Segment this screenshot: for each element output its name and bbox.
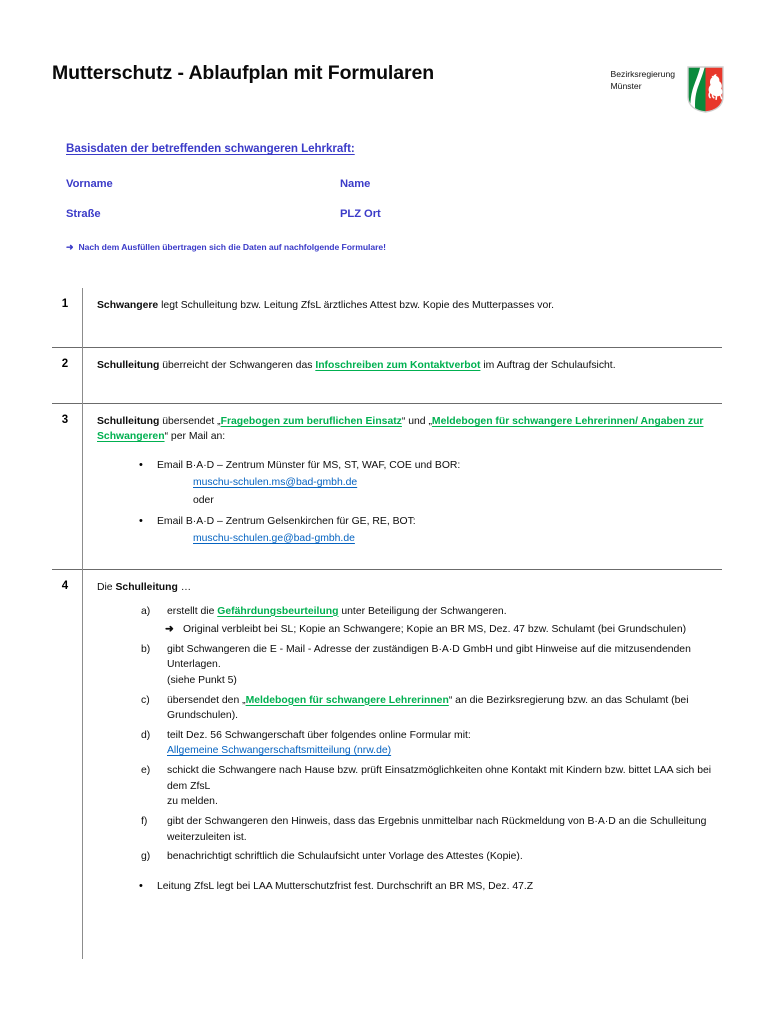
step-2-text-before: überreicht der Schwangeren das bbox=[159, 360, 316, 372]
item-g-text: benachrichtigt schriftlich die Schulaufsicht unter Vorlage des Attestes (Kopie). bbox=[167, 850, 523, 862]
step-body-4 bbox=[83, 569, 723, 959]
item-a-text-after: unter Beteiligung der Schwangeren. bbox=[338, 605, 507, 617]
step-3-lead: Schulleitung bbox=[97, 416, 160, 428]
step-3-text-mid: “ und „ bbox=[401, 416, 432, 428]
email-link-wrap-muenster bbox=[157, 474, 718, 492]
list-item bbox=[139, 514, 718, 547]
document-header bbox=[0, 0, 770, 113]
basisdaten-note-text: Nach dem Ausfüllen übertragen sich die Daten auf nachfolgende Formulare! bbox=[78, 242, 386, 252]
step-4-lettered-list bbox=[97, 604, 718, 865]
step-4-intro-after: … bbox=[177, 581, 192, 593]
email-label-muenster: Email B·A·D – Zentrum Münster für MS, ST, WAF, COE und BOR: bbox=[157, 460, 461, 472]
link-meldebogen-schwangere-lehrerinnen[interactable]: Meldebogen für schwangere Lehrerinnen bbox=[245, 694, 449, 706]
link-gefaehrdungsbeurteilung[interactable]: Gefährdungsbeurteilung bbox=[217, 605, 339, 617]
basisdaten-heading: Basisdaten der betreffenden schwangeren Lehrkraft: bbox=[66, 142, 355, 155]
table-row bbox=[52, 348, 722, 404]
brand-line-1: Bezirksregierung bbox=[610, 69, 675, 79]
list-item bbox=[139, 604, 718, 638]
step-4-intro-before: Die bbox=[97, 581, 116, 593]
item-e-text: schickt die Schwangere nach Hause bzw. prüft Einsatzmöglichkeiten ohne Kontakt mit Kindern bzw. bittet LAA sich bei dem ZfsL bbox=[167, 764, 712, 792]
step-body-1 bbox=[83, 288, 723, 348]
table-row bbox=[52, 569, 722, 959]
steps-table bbox=[52, 288, 722, 959]
basisdaten-row bbox=[66, 208, 718, 220]
link-allgemeine-schwangerschaftsmitteilung[interactable]: Allgemeine Schwangerschaftsmitteilung (nrw.de) bbox=[167, 745, 392, 757]
item-f-text: gibt der Schwangeren den Hinweis, dass das Ergebnis unmittelbar nach Rückmeldung von B·A·D an die Schulleitung bbox=[167, 815, 707, 827]
step-2-lead: Schulleitung bbox=[97, 360, 160, 372]
field-label-vorname[interactable]: Vorname bbox=[66, 178, 113, 190]
basisdaten-note bbox=[66, 242, 718, 252]
email-contact-list bbox=[97, 458, 718, 547]
step-number-4: 4 bbox=[52, 569, 83, 959]
item-d-text: teilt Dez. 56 Schwangerschaft über folgendes online Formular mit: bbox=[167, 729, 471, 741]
basisdaten-fields bbox=[66, 178, 718, 220]
list-item bbox=[139, 763, 718, 810]
step-number-1: 1 bbox=[52, 288, 83, 348]
basisdaten-row bbox=[66, 178, 718, 190]
steps-section bbox=[0, 288, 770, 959]
item-b-text: gibt Schwangeren die E - Mail - Adresse der zuständigen B·A·D GmbH und gibt Hinweise auf die mitzusendenden Unterlagen. bbox=[167, 643, 691, 671]
field-label-plz-ort[interactable]: PLZ Ort bbox=[340, 208, 381, 220]
brand-block bbox=[611, 66, 724, 113]
item-b-continuation: (siehe Punkt 5) bbox=[167, 675, 237, 687]
step-number-2: 2 bbox=[52, 348, 83, 404]
list-item bbox=[139, 728, 718, 760]
item-c-text-before: übersendet den „ bbox=[167, 694, 246, 706]
item-f-continuation: weiterzuleiten ist. bbox=[167, 831, 247, 843]
list-item bbox=[139, 879, 718, 895]
table-row bbox=[52, 288, 722, 348]
item-c-text-after: “ an die Bezirksregierung bzw. an das Schulamt (bei Grundschulen). bbox=[167, 694, 689, 722]
email-link-muenster[interactable]: muschu-schulen.ms@bad-gmbh.de bbox=[193, 476, 358, 488]
step-2-text-after: im Auftrag der Schulaufsicht. bbox=[480, 360, 616, 372]
email-label-gelsenkirchen: Email B·A·D – Zentrum Gelsenkirchen für GE, RE, BOT: bbox=[157, 516, 416, 528]
item-a-text-before: erstellt die bbox=[167, 605, 218, 617]
list-item bbox=[139, 458, 718, 509]
basisdaten-section bbox=[0, 139, 770, 252]
email-link-wrap-gelsenkirchen bbox=[157, 530, 718, 548]
item-a-arrow-note: ➜ Original verbleibt bei SL; Kopie an Schwangere; Kopie an BR MS, Dez. 47 bzw. Schulamt (bei Grundschulen) bbox=[167, 622, 718, 638]
step-number-3: 3 bbox=[52, 404, 83, 569]
table-row bbox=[52, 404, 722, 569]
list-item bbox=[139, 693, 718, 725]
nrw-coat-of-arms-icon bbox=[687, 66, 724, 113]
step-4-intro-lead: Schulleitung bbox=[115, 581, 178, 593]
email-or-separator: oder bbox=[193, 494, 214, 506]
step-body-3 bbox=[83, 404, 723, 569]
brand-line-2: Münster bbox=[610, 81, 642, 92]
email-link-gelsenkirchen[interactable]: muschu-schulen.ge@bad-gmbh.de bbox=[193, 532, 355, 544]
list-item bbox=[139, 814, 718, 846]
step-1-lead: Schwangere bbox=[97, 300, 159, 311]
page-title: Mutterschutz - Ablaufplan mit Formularen bbox=[52, 62, 435, 84]
step-body-2 bbox=[83, 348, 723, 404]
link-infoschreiben-kontaktverbot[interactable]: Infoschreiben zum Kontaktverbot bbox=[315, 360, 481, 372]
link-meldebogen-angaben-schwangeren[interactable]: Meldebogen für schwangere Lehrerinnen/ Angaben zur Schwangeren bbox=[97, 416, 704, 443]
arrow-right-icon: ➜ bbox=[66, 242, 74, 252]
tail-bullet-text: Leitung ZfsL legt bei LAA Mutterschutzfrist fest. Durchschrift an BR MS, Dez. 47.Z bbox=[157, 880, 534, 892]
field-label-name[interactable]: Name bbox=[340, 178, 371, 190]
item-d-link-wrap bbox=[167, 743, 718, 759]
step-3-text-after: “ per Mail an: bbox=[164, 431, 226, 443]
list-item bbox=[139, 849, 718, 865]
step-4-tail-list bbox=[97, 879, 718, 895]
step-3-text-before: übersendet „ bbox=[159, 416, 221, 428]
brand-text bbox=[611, 66, 675, 93]
step-1-text: legt Schulleitung bzw. Leitung ZfsL ärztliches Attest bzw. Kopie des Mutterpasses vor. bbox=[158, 300, 555, 311]
field-label-strasse[interactable]: Straße bbox=[66, 208, 101, 220]
item-e-continuation: zu melden. bbox=[167, 796, 218, 808]
link-fragebogen-beruflicher-einsatz[interactable]: Fragebogen zum beruflichen Einsatz bbox=[220, 416, 402, 428]
list-item bbox=[139, 642, 718, 689]
